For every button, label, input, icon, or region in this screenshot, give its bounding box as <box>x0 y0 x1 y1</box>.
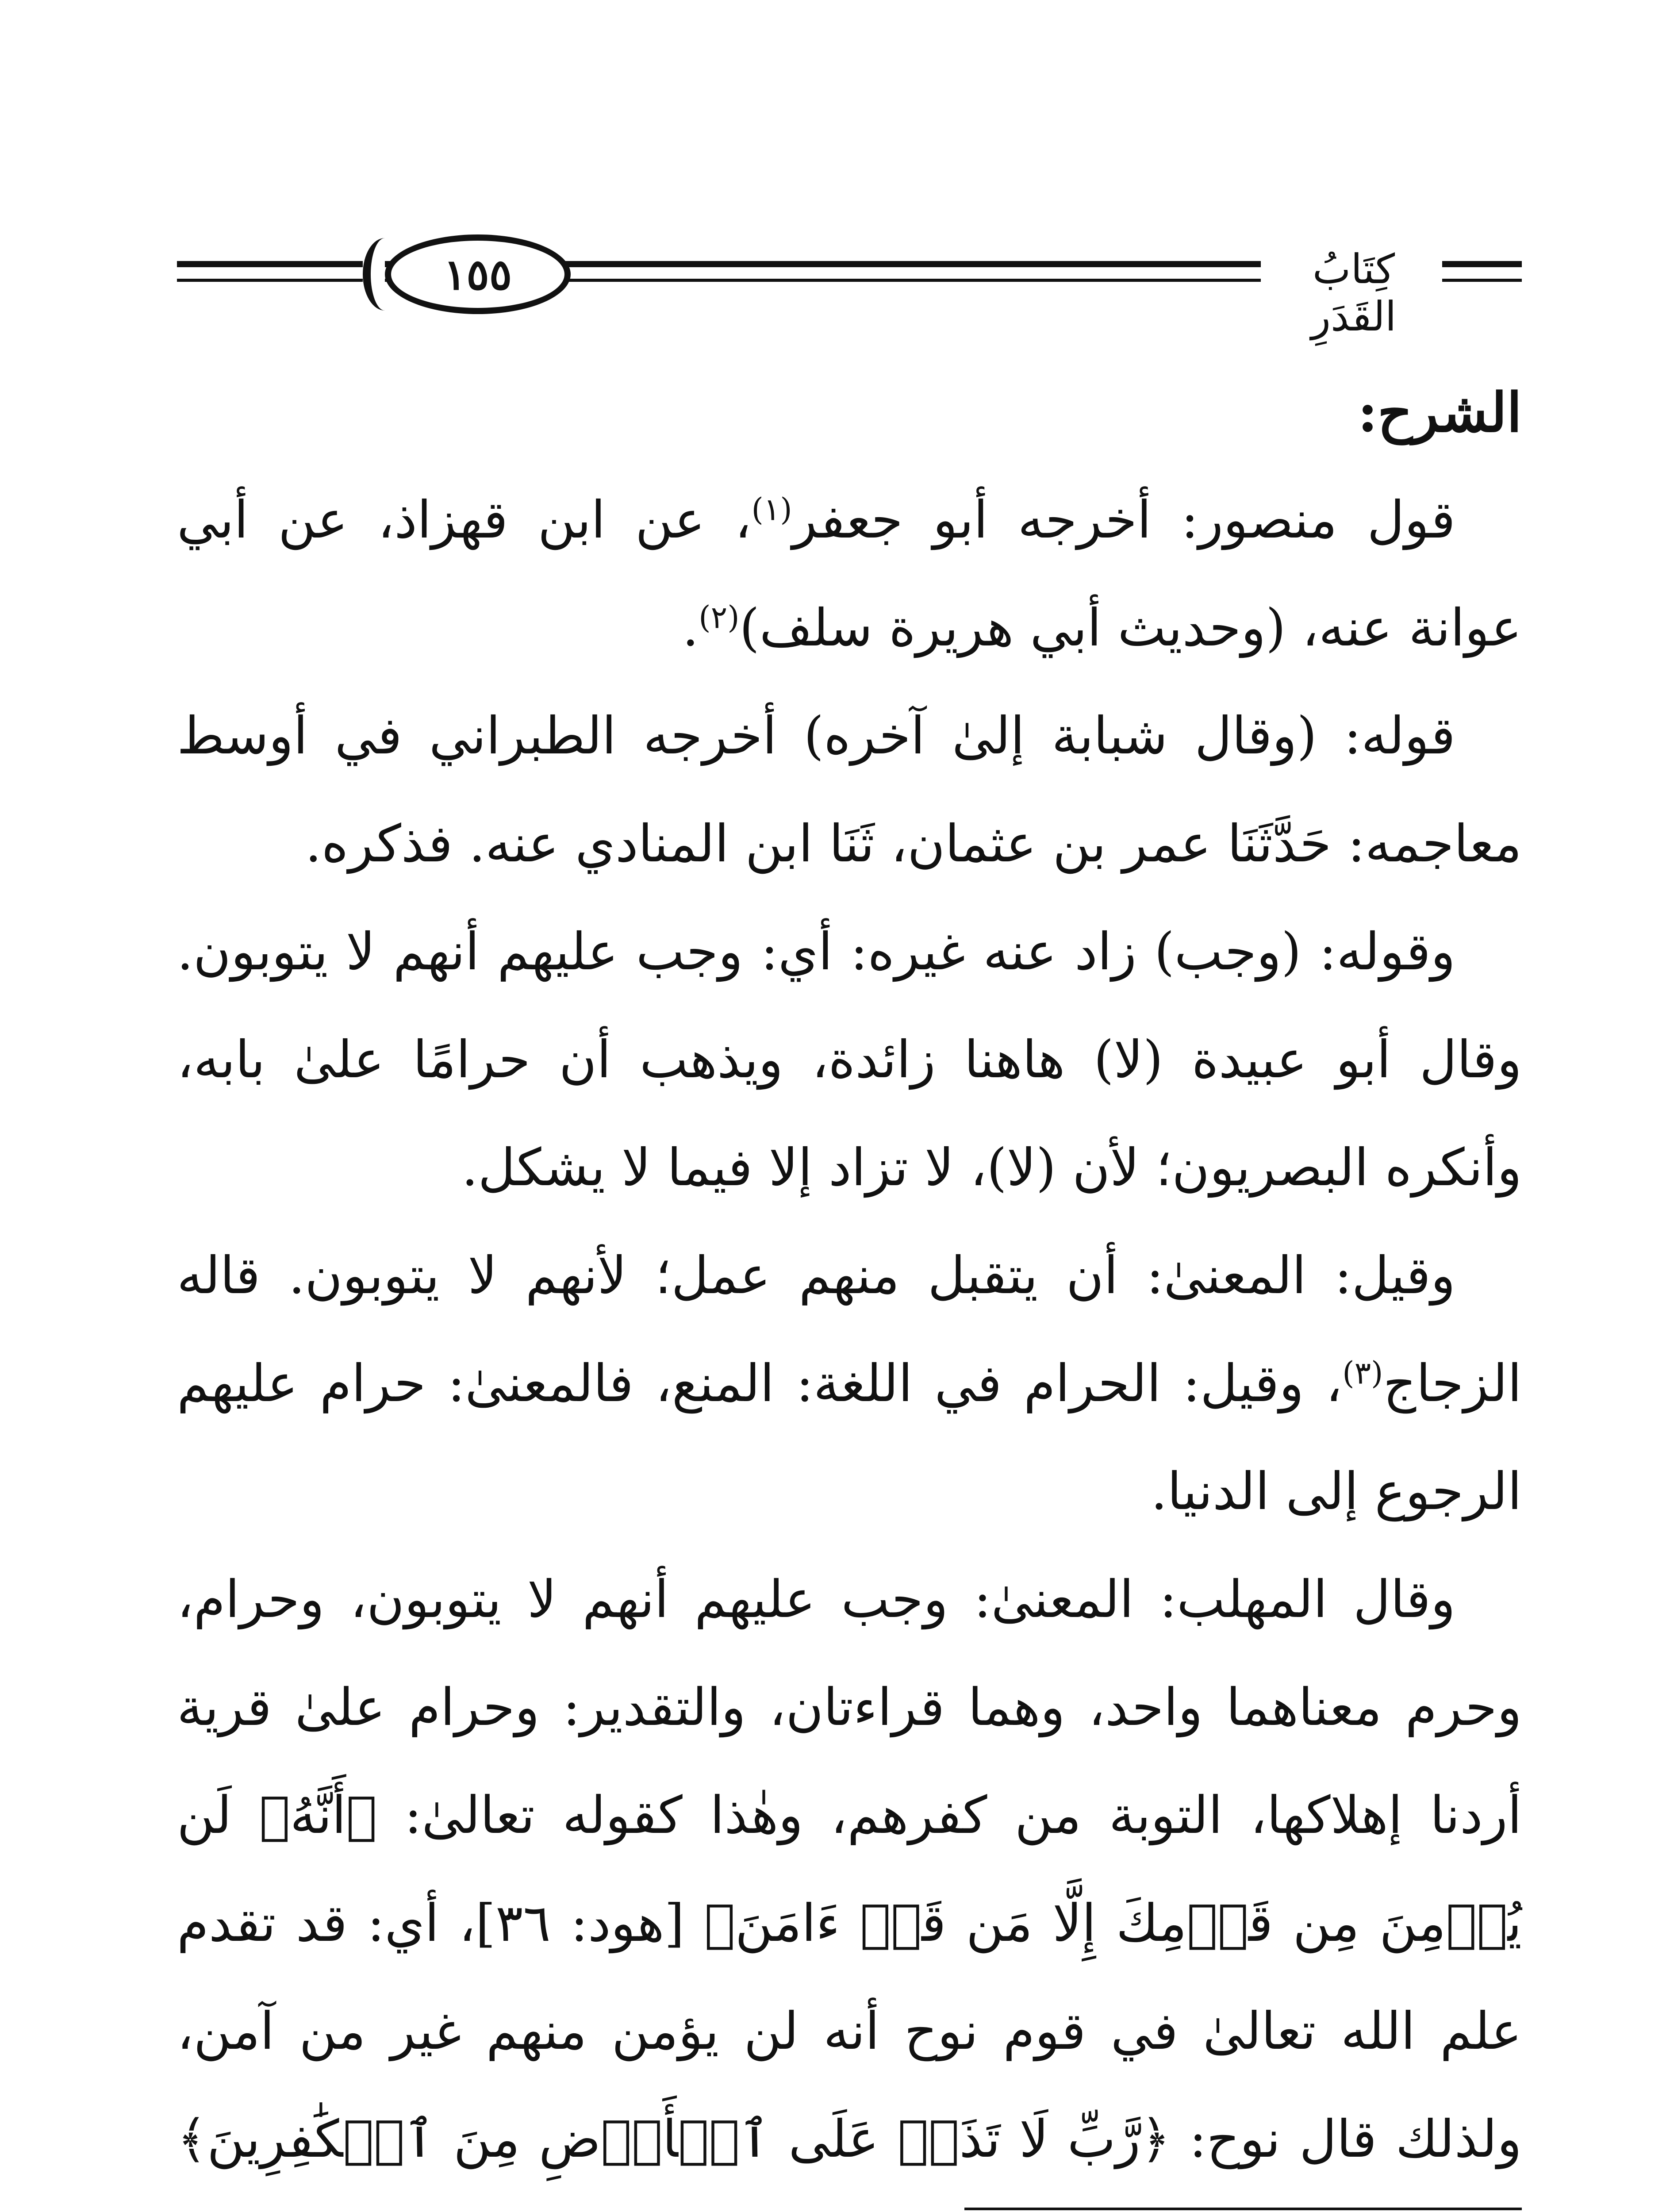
section-title: الشرح: <box>1357 380 1522 444</box>
paragraph <box>177 1546 1522 2212</box>
paragraph <box>177 466 1522 682</box>
header-rule <box>1442 261 1522 267</box>
page-header <box>177 230 1522 340</box>
header-rule <box>177 261 363 267</box>
footnote-ref: (١) <box>751 491 792 528</box>
running-title: كِتَابُ القَدَرِ <box>1311 246 1397 340</box>
paragraph: وقوله: (وجب) زاد عنه غيره: أي: وجب عليهم أنهم لا يتوبون. وقال أبو عبيدة (لا) هاهنا زائدة، ويذهب أن حرامًا علىٰ بابه، وأنكره البصريون؛ لأن (لا)، لا تزاد إلا فيما لا يشكل. <box>177 922 1522 1198</box>
paragraph-text: قول منصور: أخرجه أبو جعفر <box>792 490 1455 550</box>
paragraph: قوله: (وقال شبابة إلىٰ آخره) أخرجه الطبراني في أوسط معاجمه: حَدَّثَنَا عمر بن عثمان، ثَنَا ابن المنادي عنه. فذكره. <box>177 706 1522 874</box>
paragraph-text: وقال المهلب: المعنىٰ: وجب عليهم أنهم لا يتوبون، وحرام، وحرم معناهما واحد، وهما قراءتان، والتقدير: وحرام علىٰ قرية أردنا إهلاكها، التوبة من كفرهم، وهٰذا كقوله تعالىٰ: ﴿أَنَّهُۥ لَن يُؤۡمِنَ مِن قَوۡمِكَ إِلَّا مَن قَدۡ ءَامَنَ﴾ [هود: ٣٦]، أي: قد تقدم علم الله تعالىٰ في قوم نوح أنه لن يؤمن منهم غير من آمن، ولذلك قال نوح: ﴿رَّبِّ لَا تَذَرۡ عَلَى ٱلۡأَرۡضِ مِنَ ٱلۡكَٰفِرِينَ﴾ <box>177 1570 1522 2169</box>
footnote-ref: (٢) <box>699 599 740 636</box>
footnote-ref: (٣) <box>1342 1355 1383 1391</box>
paragraph <box>177 1222 1522 1546</box>
header-rule <box>1442 279 1522 282</box>
paragraph-text: وقيل: المعنىٰ: أن يتقبل منهم عمل؛ لأنهم لا يتوبون. قاله الزجاج <box>177 1246 1522 1413</box>
header-rule <box>177 279 363 282</box>
paragraph-text: ، وقيل: الحرام في اللغة: المنع، فالمعنىٰ: حرام عليهم الرجوع إلى الدنيا. <box>177 1354 1522 1521</box>
footnote-separator <box>964 2208 1522 2210</box>
page-number-frame <box>385 234 571 314</box>
paragraph-text: ، عن ابن قهزاذ، عن أبي عوانة عنه، (وحديث أبي هريرة سلف) <box>177 490 1522 658</box>
main-text <box>177 358 1522 2212</box>
paragraph-text: . <box>682 598 699 658</box>
page-number: ١٥٥ <box>443 249 512 300</box>
